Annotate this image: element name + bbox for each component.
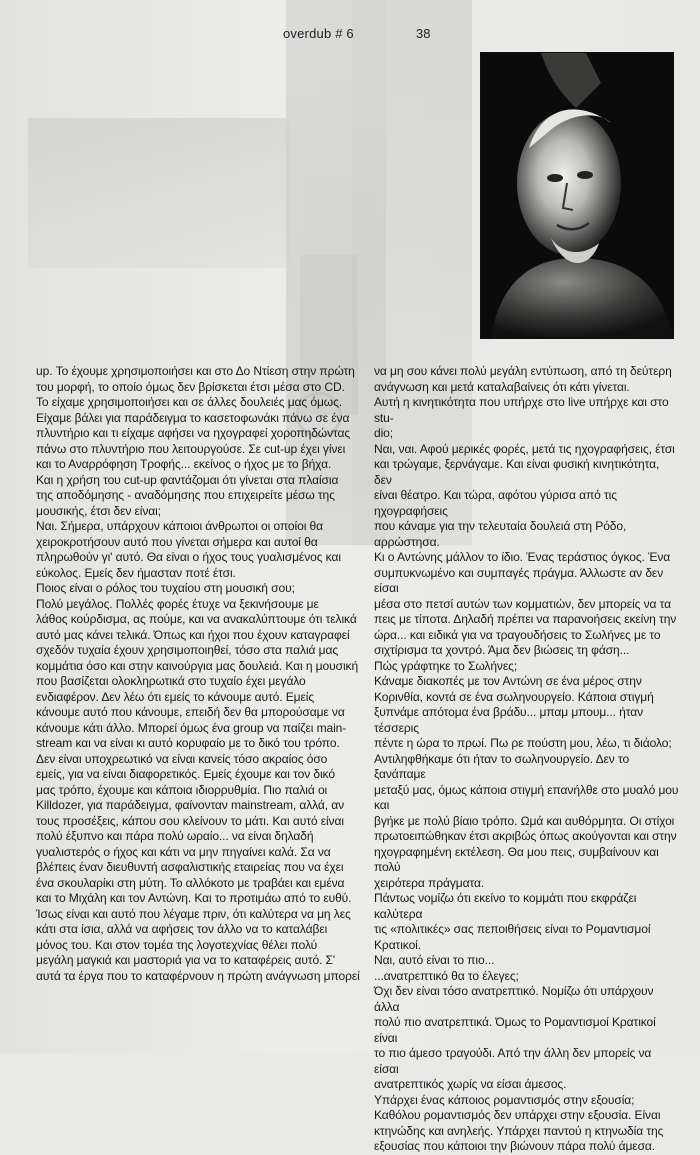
article-line: και τρώγαμε, ξερνάγαμε. Και είναι φυσική κινητικότητα, δεν [374,457,660,487]
article-line: Υπάρχει ένας κάποιος ρομαντισμός στην εξουσία; [374,1092,635,1107]
article-line: ενδιαφέρον. Δεν λέω ότι εμείς το κάνουμε αυτό. Εμείς [36,689,315,704]
article-line: Κάναμε διακοπές με τον Αντώνη σε ένα μέρος στην [374,674,642,688]
background-artwork [28,118,290,268]
article-line: αυτό μας κάνει τελικά. Όπως και ήχοι που έχουν καταγραφεί [36,627,350,642]
article-line: πλυντήριο και τι είχαμε αφήσει να ηχογραφεί χοροπηδώντας [36,426,351,440]
portrait-photo-icon [481,53,673,338]
article-line: μας τρόπο, έχουμε και κάποια ιδιορρυθμία. Πιο παλιά οι [36,782,328,797]
article-line: Ναι, ναι. Αφού μερικές φορές, μετά τις ηχογραφήσεις, έτσι [374,441,675,456]
article-line: και το Μιχάλη και τον Αντώνη. Και το προτιμάω από το ευθύ. [36,891,352,905]
article-line: είναι θέατρο. Και τώρα, αφότου γύρισα από τις ηχογραφήσεις [374,488,617,518]
article-column-right [374,364,679,1155]
portrait-photo [480,52,674,339]
article-line: Κορινθία, κοντά σε ένα σωληνουργείο. Κάποια στιγμή [374,689,654,704]
article-line: ηχογραφημένη εκτέλεση. Θα μου πεις, συμβαίνουν και πολύ [374,844,659,874]
article-line: Ναι, αυτό είναι το πιο... [374,953,495,967]
article-line: το πιο άμεσο τραγούδι. Από την άλλη δεν μπορείς να είσαι [374,1046,652,1076]
article-line: κάνουμε αυτό που κάνουμε, επειδή δεν θα μπορούσαμε να [36,705,345,719]
article-line: Αντιληφθήκαμε ότι ήταν το σωληνουργείο. Δεν το ξανάπαμε [374,751,630,781]
article-line: stream και να είναι κι αυτό κορυφαίο με το δικό του τρόπο. [36,736,340,750]
article-line: που βασίζεται ολοκληρωτικά στο τυχαίο έχει μεγάλο [36,674,306,688]
article-line: εμείς, για να είναι διαφορετικός. Εμείς έχουμε και τον δικό [36,767,335,781]
article-line: σχεδόν τυχαία έχουν χρησιμοποιηθεί, τόσο στα παλιά μας [36,643,339,657]
article-line: ανάγνωση και μετά καταλαβαίνεις ότι κάτι γίνεται. [374,379,630,394]
page-number: 38 [416,26,431,41]
article-line: πρωτοειπώθηκαν έτσι ακριβώς όπως ακούγονται και στην [374,829,677,843]
article-line: βγήκε με πολύ βίαιο τρόπο. Ωμά και αυθόρμητα. Οι στίχοι [374,813,675,828]
article-line: τις «πολιτικές» σας πεποιθήσεις είναι το Ρομαντισμοί [374,922,651,936]
article-line: πληρωθούν γι' αυτό. Θα είναι ο ήχος τους γυαλισμένος και [36,550,341,564]
article-line: ώρα... και ειδικά για να τραγουδήσεις το Σωλήνες με το [374,627,661,642]
article-line: κάτι στα ίσια, αλλά να αφήσεις τον άλλο να το καταλάβει [36,922,328,936]
article-line: ανατρεπτικός χωρίς να είσαι άμεσος. [374,1077,567,1091]
article-line: Ίσως είναι και αυτό που λέγαμε πριν, ότι καλύτερα να μη λες [36,906,351,921]
article-line: dio; [374,426,394,440]
article-line: που κάναμε για την τελευταία δουλειά στη Ρόδο, αρρώστησα. [374,519,627,549]
article-line: Ναι. Σήμερα, υπάρχουν κάποιοι άνθρωποι οι οποίοι θα [36,519,323,533]
article-line: συμπυκνωμένο και συμπαγές πράγμα. Άλλωστε αν δεν είσαι [374,565,664,595]
article-line: πολύ έξυπνο και πάρα πολύ ωραίο... να είναι δηλαδή [36,829,314,843]
article-line: χειρότερα πράγματα. [374,875,485,890]
article-line: ...ανατρεπτικό θα το έλεγες; [374,968,519,983]
article-line: εύκολος. Εμείς δεν ήμασταν ποτέ έτσι. [36,565,236,580]
article-line: Είχαμε βάλει για παράδειγμα το κασετοφωνάκι πάνω σε ένα [36,410,350,425]
article-line: μόνος του. Και στον τομέα της λογοτεχνίας θέλει πολύ [36,937,318,952]
article-line: Αυτή η κινητικότητα που υπήρχε στο live υπήρχε και στο stu- [374,395,669,425]
article-line: τους προσέξεις, κάπου σου κλείνουν το μάτι. Και αυτό είναι [36,813,344,828]
article-line: Κι ο Αντώνης μάλλον το ίδιο. Ένας τεράστιος όγκος. Ένα [374,550,671,564]
article-line: Καθόλου ρομαντισμός δεν υπάρχει στην εξουσία. Είναι [374,1108,661,1122]
article-line: του μορφή, το οποίο όμως δεν βρίσκεται έτσι μέσα στο CD. [36,379,345,394]
article-line: λάθος κούρδισμα, ας πούμε, και να ανακαλύπτουμε ότι τελικά [36,612,357,626]
article-line: σιχτίρισμα τα χοντρό. Άμα δεν βιώσεις τη φάση... [374,643,630,657]
article-line: αυτά τα έργα που το καταφέρνουν η πρώτη ανάγνωση μπορεί [36,968,360,983]
article-line: Ποιος είναι ο ρόλος του τυχαίου στη μουσική σου; [36,581,295,595]
article-line: βλέπεις έναν διευθυντή ασφαλιστικής εταιρείας που να έχει [36,860,344,874]
article-line: πολύ πιο ανατρεπτικά. Όμως το Ρομαντισμοί Κρατικοί είναι [374,1015,656,1045]
article-line: μουσικής, έτσι δεν είναι; [36,503,161,518]
article-line: Όχι δεν είναι τόσο ανατρεπτικό. Νομίζω ότι υπάρχουν άλλα [374,984,654,1014]
article-line: της αποδόμησης - αναδόμησης που επιχειρείτε μέσω της [36,488,335,502]
magazine-title: overdub # 6 [283,26,354,41]
article-line: Το είχαμε χρησιμοποιήσει και σε άλλες δουλειές μας όμως. [36,395,343,409]
article-line: πάνω στο πλυντήριο που λειτουργούσε. Σε cut-up έχει γίνει [36,441,346,456]
article-line: μέσα στο πετσί αυτών των κομματιών, δεν μπορείς να τα [374,596,671,611]
article-line: να μη σου κάνει πολύ μεγάλη εντύπωση, από τη δεύτερη [374,364,672,378]
article-line: Κρατικοί. [374,937,421,952]
article-line: πέντε η ώρα το πρωί. Πω ρε πούστη μου, λέω, τι διάολο; [374,736,672,750]
article-line: κομμάτια όσο και στην καινούργια μας δουλειά. Και η μουσική [36,658,359,673]
article-line: και το Αναρρόφηση Τροφής... εκείνος ο ήχος με το βήχα. [36,457,332,471]
article-line: μεγάλη μαγκιά και μαστοριά για να το καταφέρεις αυτό. Σ' [36,953,336,967]
article-line: Δεν είναι υποχρεωτικό να είναι κανείς τόσο ακραίος όσο [36,751,328,766]
article-line: εξουσίας που κάποιοι την βιώνουν πάρα πολύ άμεσα. [374,1139,656,1153]
article-line: Και η χρήση του cut-up φαντάζομαι ότι γίνεται στα πλαίσια [36,472,339,487]
article-line: Πώς γράφτηκε το Σωλήνες; [374,658,518,673]
article-line: χειροκροτήσουν αυτό που γίνεται σήμερα και αυτοί θα [36,534,318,549]
article-line: κτηνώδης και ανηλεής. Υπάρχει παντού η κτηνωδία της [374,1123,664,1138]
article-line: ένα σκουλαρίκι στη μύτη. Το αλλόκοτο με τραβάει και εμένα [36,875,345,890]
article-line: κάνουμε κάτι άλλο. Μπορεί όμως ένα group να παίζει main- [36,720,347,735]
article-line: Πάντως νομίζω ότι εκείνο το κομμάτι που εκφράζει καλύτερα [374,891,637,921]
article-line: up. Το έχουμε χρησιμοποιήσει και στο Δο Ντίεση στην πρώτη [36,364,355,378]
article-column-left [36,364,364,984]
page-header [283,26,431,41]
article-line: Killdozer, για παράδειγμα, φαίνονταν mainstream, αλλά, αν [36,798,345,812]
article-line: πεις με τίποτα. Δηλαδή πρέπει να παρανοήσεις εκείνη την [374,612,677,626]
article-line: μεταξύ μας, όμως κάποια στιγμή επανήλθε στο μυαλό μου και [374,782,679,812]
article-line: Πολύ μεγάλος. Πολλές φορές έτυχε να ξεκινήσουμε με [36,596,319,611]
article-line: ξυπνάμε απότομα ένα βράδυ... μπαμ μπουμ... ήταν τέσσερις [374,705,644,735]
article-line: γυαλιστερός ο ήχος και κάτι να μην πηγαίνει καλά. Σα να [36,844,331,859]
